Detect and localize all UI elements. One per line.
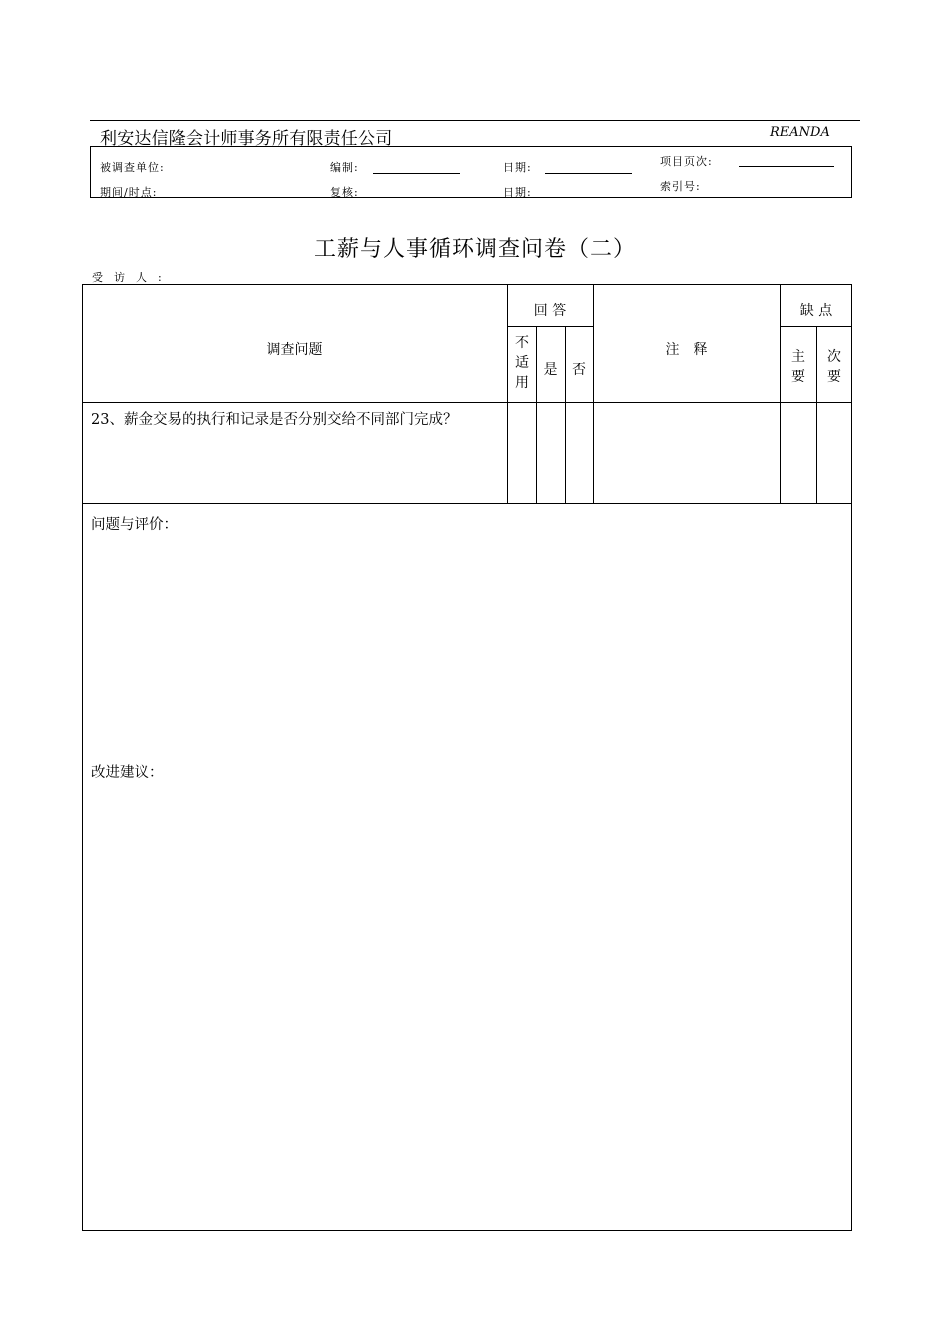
col-answer-header: 回 答: [533, 303, 567, 319]
document-title: 工薪与人事循环调查问卷（二）: [313, 237, 636, 262]
period-label: 期间/时点:: [100, 186, 158, 199]
col-note-header: 注 释: [665, 342, 708, 358]
question-23-text: 23、薪金交易的执行和记录是否分别交给不同部门完成？: [91, 412, 458, 428]
audited-unit-label: 被调查单位:: [100, 161, 165, 174]
row-bottom-line: [82, 503, 852, 504]
issues-label: 问题与评价：: [91, 517, 178, 533]
date1-field[interactable]: [545, 173, 632, 174]
reviewed-by-label: 复核:: [330, 186, 359, 199]
answer-yes-header: 是: [543, 362, 558, 378]
project-page-field[interactable]: [739, 166, 834, 167]
suggestions-label: 改进建议：: [91, 765, 164, 781]
prepared-by-field[interactable]: [373, 173, 460, 174]
answer-no-header: 否: [572, 362, 586, 378]
col-defect-header: 缺 点: [799, 303, 833, 319]
defect-major-header: 主 要: [791, 349, 805, 385]
brand-name: REANDA: [770, 125, 830, 140]
header-bottom-line: [82, 402, 852, 403]
defect-minor-header: 次 要: [827, 349, 841, 385]
answer-na-header: 不 适 用: [515, 335, 529, 391]
date1-label: 日期:: [503, 161, 532, 174]
interviewee-label: 受访人:: [92, 271, 173, 284]
major-col-divider: [816, 326, 817, 503]
answer-subheader-line: [507, 326, 593, 327]
yes-col-divider: [565, 326, 566, 503]
prepared-by-label: 编制:: [330, 161, 359, 174]
na-col-divider: [536, 326, 537, 503]
header-top-rule: [90, 120, 860, 121]
project-page-label: 项目页次:: [660, 155, 713, 168]
index-no-label: 索引号:: [660, 180, 701, 193]
company-name: 利安达信隆会计师事务所有限责任公司: [100, 129, 393, 149]
date2-label: 日期:: [503, 186, 532, 199]
answer-col-divider: [593, 284, 594, 503]
col-question-header: 调查问题: [266, 342, 323, 358]
info-box: [90, 146, 852, 198]
